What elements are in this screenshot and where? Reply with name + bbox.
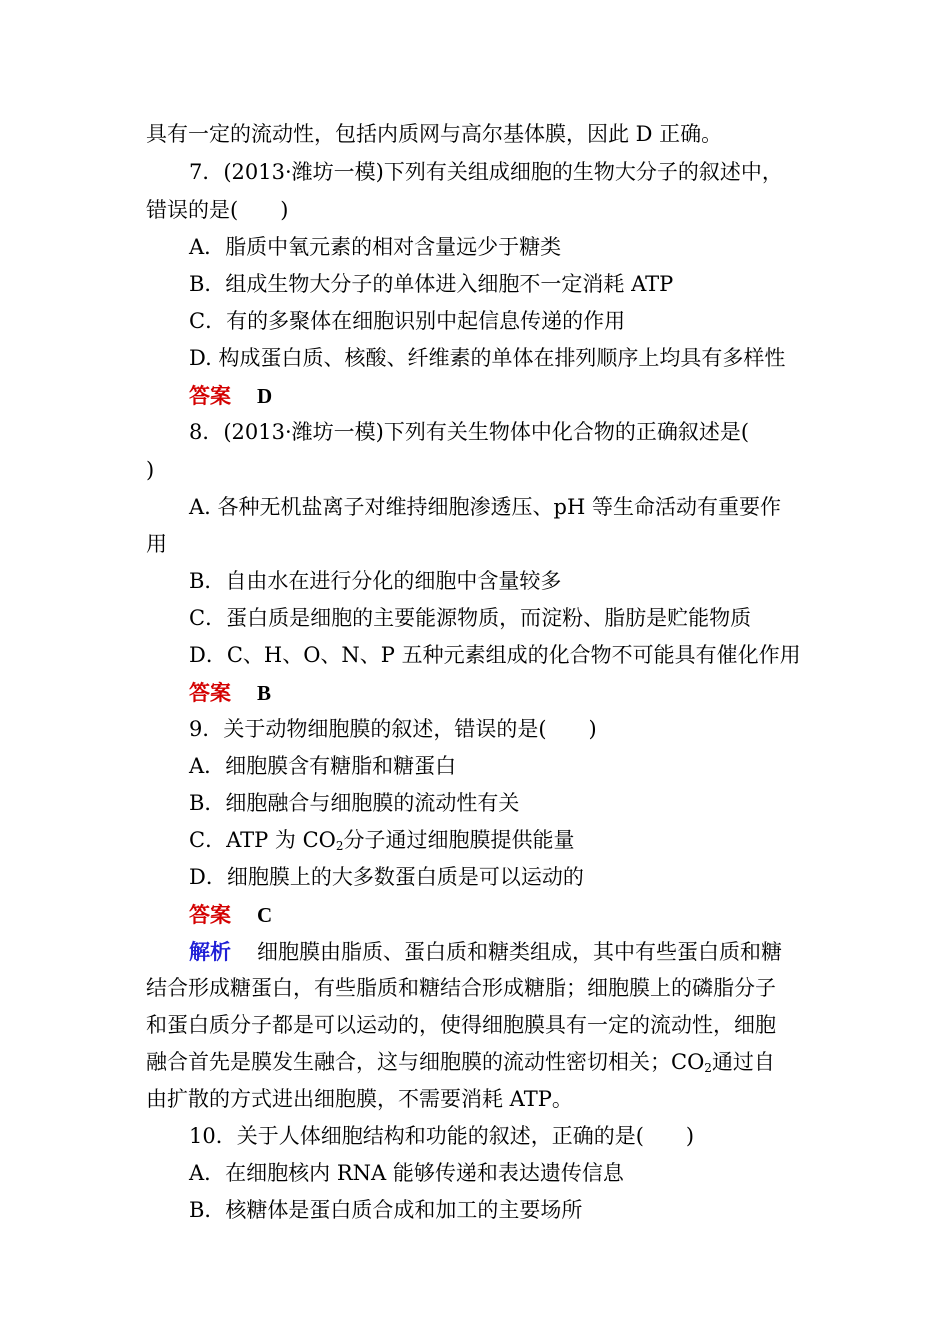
option-c-text: C．ATP 为 CO bbox=[189, 828, 336, 852]
option-a: A．细胞膜含有糖脂和糖蛋白 bbox=[189, 754, 457, 778]
option-c bbox=[189, 822, 810, 859]
option-c: C．有的多聚体在细胞识别中起信息传递的作用 bbox=[189, 309, 626, 333]
option-d: D．细胞膜上的大多数蛋白质是可以运动的 bbox=[189, 865, 584, 889]
option-c-text-cont: 分子通过细胞膜提供能量 bbox=[343, 828, 575, 852]
question-9-stem: 9．关于动物细胞膜的叙述，错误的是( ) bbox=[189, 717, 597, 741]
option-d: D. 构成蛋白质、核酸、纤维素的单体在排列顺序上均具有多样性 bbox=[189, 346, 786, 370]
answer-label: 答案 bbox=[189, 680, 231, 705]
explanation-line: 结合形成糖蛋白，有些脂质和糖结合形成糖脂；细胞膜上的磷脂分子 bbox=[146, 976, 776, 1000]
option-b: B．细胞融合与细胞膜的流动性有关 bbox=[189, 791, 520, 815]
explanation-line bbox=[189, 933, 810, 971]
option-b: B．自由水在进行分化的细胞中含量较多 bbox=[189, 569, 562, 593]
explanation-line: 由扩散的方式进出细胞膜，不需要消耗 ATP。 bbox=[146, 1087, 573, 1111]
question-8-stem: 8．(2013·潍坊一模)下列有关生物体中化合物的正确叙述是( bbox=[189, 420, 750, 444]
answer-line bbox=[189, 896, 810, 934]
question-8-stem-cont: ) bbox=[146, 458, 155, 482]
answer-value: C bbox=[257, 903, 273, 927]
explanation-label: 解析 bbox=[189, 939, 231, 964]
text-line: 具有一定的流动性，包括内质网与高尔基体膜，因此 D 正确。 bbox=[146, 122, 723, 146]
answer-label: 答案 bbox=[189, 383, 231, 408]
option-a-cont: 用 bbox=[146, 532, 167, 556]
explanation-text: 细胞膜由脂质、蛋白质和糖类组成，其中有些蛋白质和糖 bbox=[257, 940, 782, 964]
explanation-text: 融合首先是膜发生融合，这与细胞膜的流动性密切相关；CO bbox=[146, 1050, 705, 1074]
subscript: 2 bbox=[335, 839, 344, 853]
option-d: D．C、H、O、N、P 五种元素组成的化合物不可能具有催化作用 bbox=[189, 643, 801, 667]
option-b: B．核糖体是蛋白质合成和加工的主要场所 bbox=[189, 1198, 583, 1222]
question-10-stem: 10．关于人体细胞结构和功能的叙述，正确的是( ) bbox=[189, 1124, 695, 1148]
question-7-stem: 7．(2013·潍坊一模)下列有关组成细胞的生物大分子的叙述中， bbox=[189, 160, 783, 184]
option-b: B．组成生物大分子的单体进入细胞不一定消耗 ATP bbox=[189, 272, 674, 296]
answer-label: 答案 bbox=[189, 902, 231, 927]
subscript: 2 bbox=[704, 1061, 712, 1075]
explanation-line bbox=[146, 1044, 810, 1081]
option-a: A．脂质中氧元素的相对含量远少于糖类 bbox=[189, 235, 562, 259]
explanation-line: 和蛋白质分子都是可以运动的，使得细胞膜具有一定的流动性，细胞 bbox=[146, 1013, 776, 1037]
question-7-stem-cont: 错误的是( ) bbox=[146, 198, 289, 222]
option-c: C．蛋白质是细胞的主要能源物质，而淀粉、脂肪是贮能物质 bbox=[189, 606, 752, 630]
answer-value: D bbox=[257, 384, 273, 408]
answer-line bbox=[189, 674, 810, 712]
option-a: A. 各种无机盐离子对维持细胞渗透压、pH 等生命活动有重要作 bbox=[189, 495, 781, 519]
option-a: A．在细胞核内 RNA 能够传递和表达遗传信息 bbox=[189, 1161, 624, 1185]
explanation-text-cont: 通过自 bbox=[711, 1050, 775, 1074]
answer-line bbox=[189, 377, 810, 415]
answer-value: B bbox=[257, 681, 272, 705]
